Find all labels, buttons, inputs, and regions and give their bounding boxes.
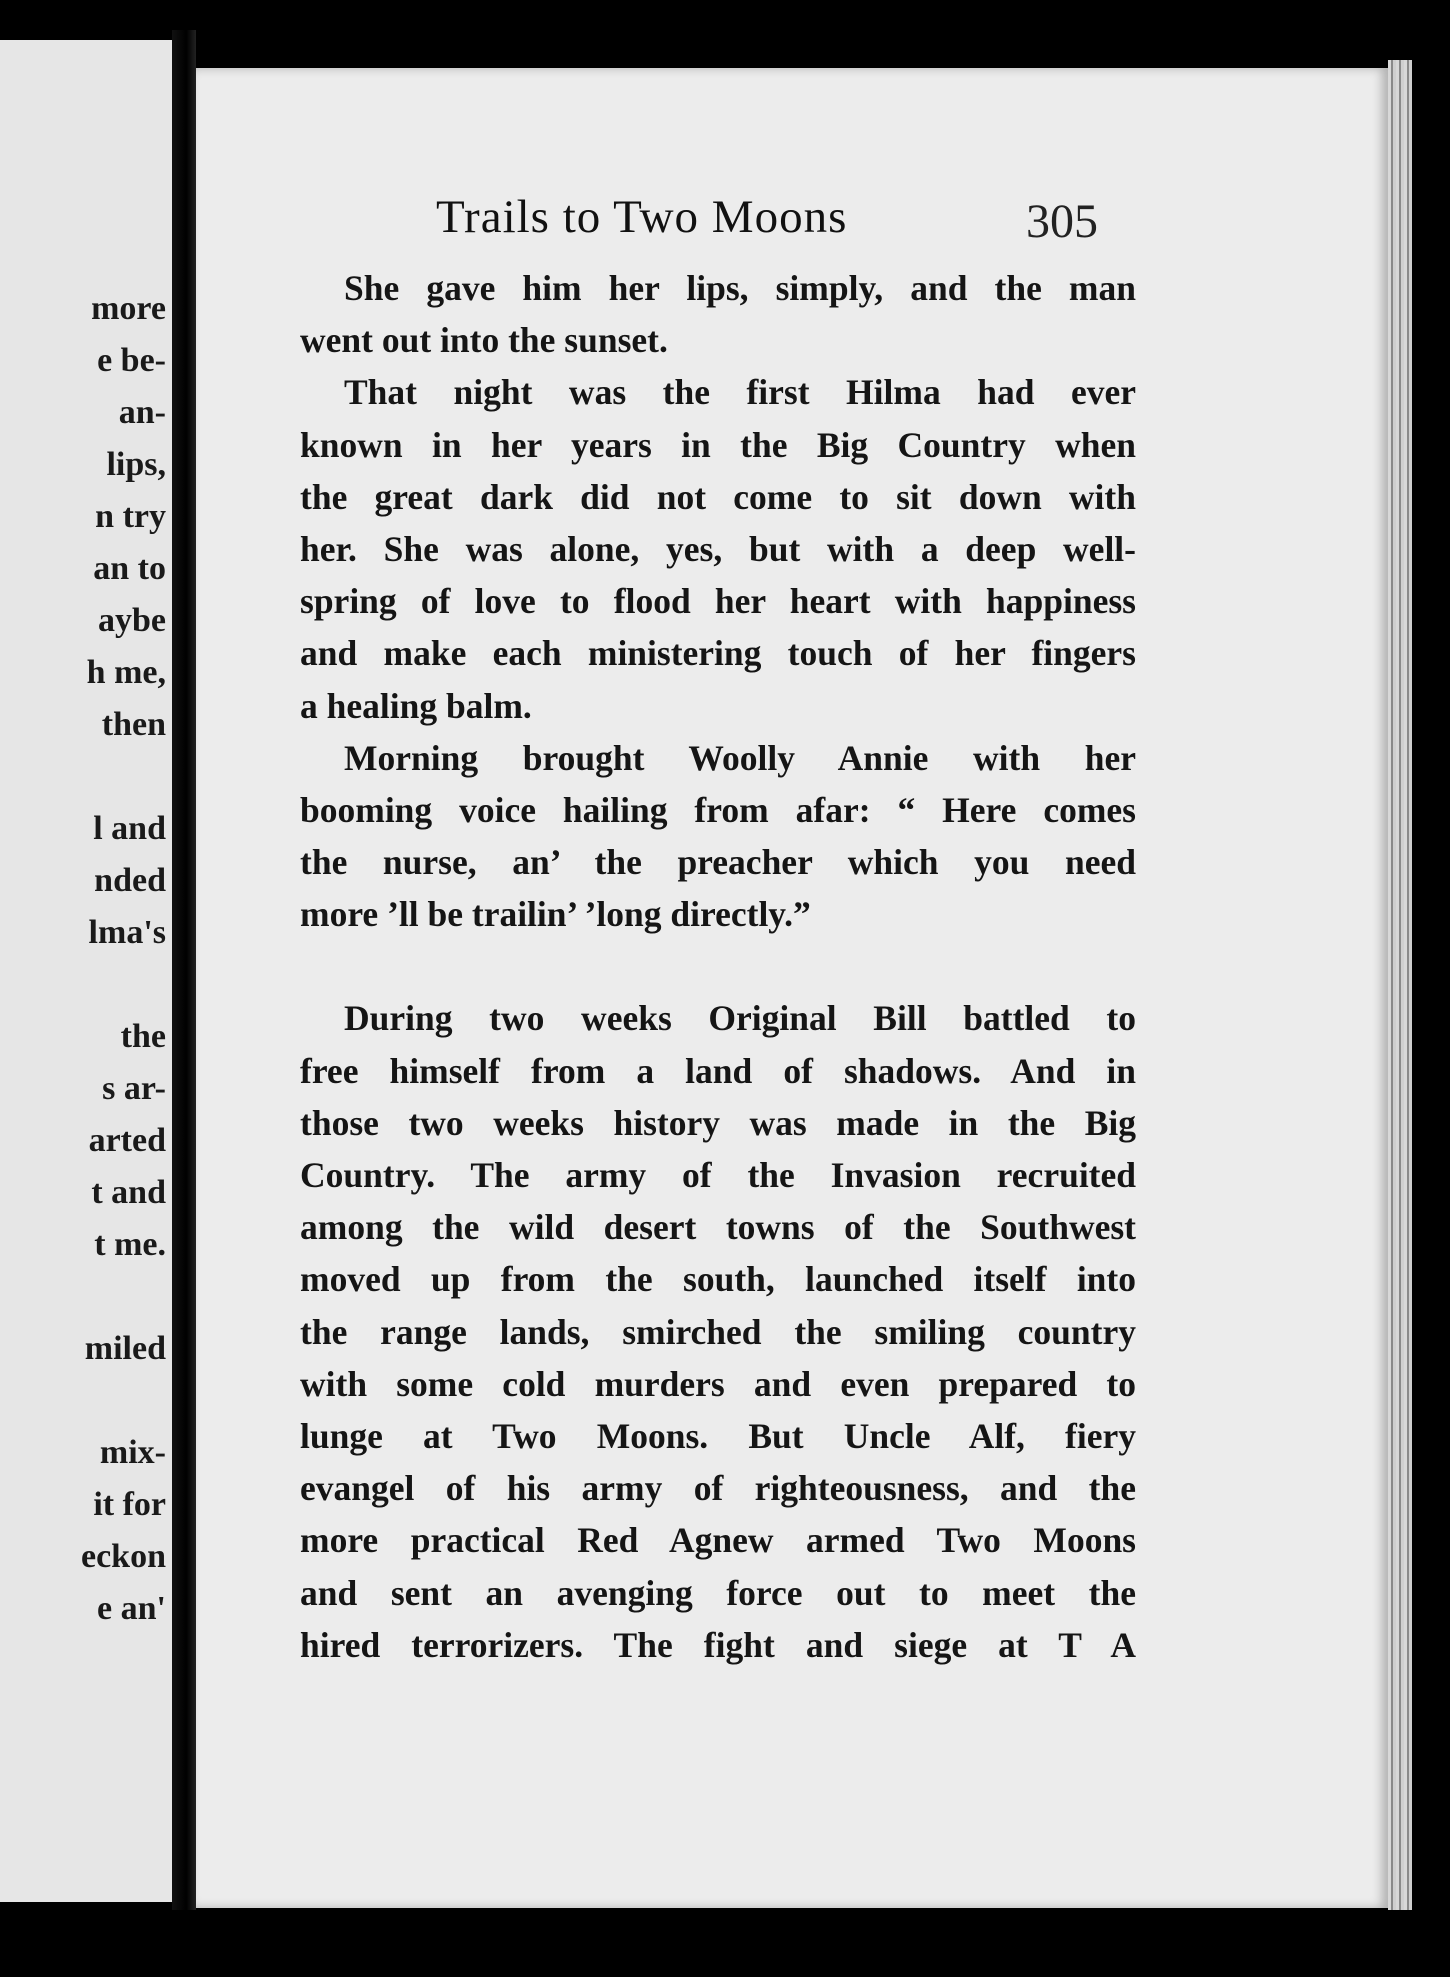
left-page (0, 40, 172, 1902)
text-line: Morning brought Woolly Annie with her (344, 737, 1136, 778)
page-edge (1388, 60, 1412, 1910)
text-line: the range lands, smirched the smiling country (300, 1311, 1136, 1352)
left-page-fragment: t and (91, 1174, 166, 1211)
text-line: booming voice hailing from afar: “ Here comes (300, 789, 1136, 830)
text-line: her. She was alone, yes, but with a deep well- (300, 528, 1136, 569)
text-line: and sent an avenging force out to meet the (300, 1572, 1136, 1613)
text-line: evangel of his army of righteousness, and the (300, 1468, 1136, 1509)
text-line: lunge at Two Moons. But Uncle Alf, fiery (300, 1415, 1136, 1456)
text-line: and make each ministering touch of her fingers (300, 633, 1136, 674)
text-line: During two weeks Original Bill battled to (344, 998, 1136, 1039)
left-page-fragment: more (91, 290, 166, 327)
text-line: moved up from the south, launched itself into (300, 1259, 1136, 1300)
text-line: with some cold murders and even prepared to (300, 1363, 1136, 1404)
left-page-fragment: n try (95, 498, 166, 535)
running-head (236, 180, 1136, 250)
left-page-fragment: miled (84, 1330, 166, 1367)
left-page-fragment: lips, (106, 446, 166, 483)
left-page-fragment: an to (93, 550, 166, 587)
text-line: hired terrorizers. The fight and siege at T A (300, 1624, 1136, 1665)
book-gutter (172, 30, 196, 1910)
section-break (300, 940, 1136, 992)
left-page-fragment: t me. (94, 1226, 166, 1263)
left-page-fragment: aybe (98, 602, 166, 639)
running-title: Trails to Two Moons (436, 191, 848, 243)
left-page-fragment: h me, (86, 654, 166, 691)
left-page-fragment: then (101, 706, 166, 743)
text-line: spring of love to flood her heart with happiness (300, 581, 1136, 622)
text-line: free himself from a land of shadows. And in (300, 1050, 1136, 1091)
text-line: went out into the sunset. (300, 320, 668, 361)
left-page-fragment: lma's (88, 914, 166, 951)
left-page-fragment: e be- (97, 342, 166, 379)
text-line: more ’ll be trailin’ ’long directly.” (300, 894, 811, 935)
text-line: the great dark did not come to sit down with (300, 476, 1136, 517)
left-page-fragment: the (120, 1018, 166, 1055)
text-line: more practical Red Agnew armed Two Moons (300, 1520, 1136, 1561)
left-page-fragment: l and (93, 810, 166, 847)
text-line: known in her years in the Big Country when (300, 424, 1136, 465)
text-line: Country. The army of the Invasion recruited (300, 1155, 1136, 1195)
left-page-fragment: an- (118, 394, 166, 431)
left-page-fragment: arted (88, 1122, 166, 1159)
text-line: She gave him her lips, simply, and the man (344, 268, 1136, 308)
left-page-fragment: e an' (97, 1590, 166, 1627)
left-page-fragment: nded (94, 862, 166, 899)
left-page-fragment: s ar- (102, 1070, 166, 1107)
left-page-fragment: eckon (81, 1538, 166, 1575)
left-page-fragment: mix- (99, 1434, 166, 1471)
text-line: those two weeks history was made in the Big (300, 1102, 1136, 1143)
page-number: 305 (1026, 195, 1098, 248)
body-text (300, 262, 1136, 1671)
text-line: among the wild desert towns of the Southwest (300, 1207, 1136, 1248)
text-line: a healing balm. (300, 685, 532, 726)
left-page-fragment: it for (93, 1486, 166, 1523)
text-line: That night was the first Hilma had ever (344, 372, 1136, 413)
text-line: the nurse, an’ the preacher which you need (300, 842, 1136, 883)
